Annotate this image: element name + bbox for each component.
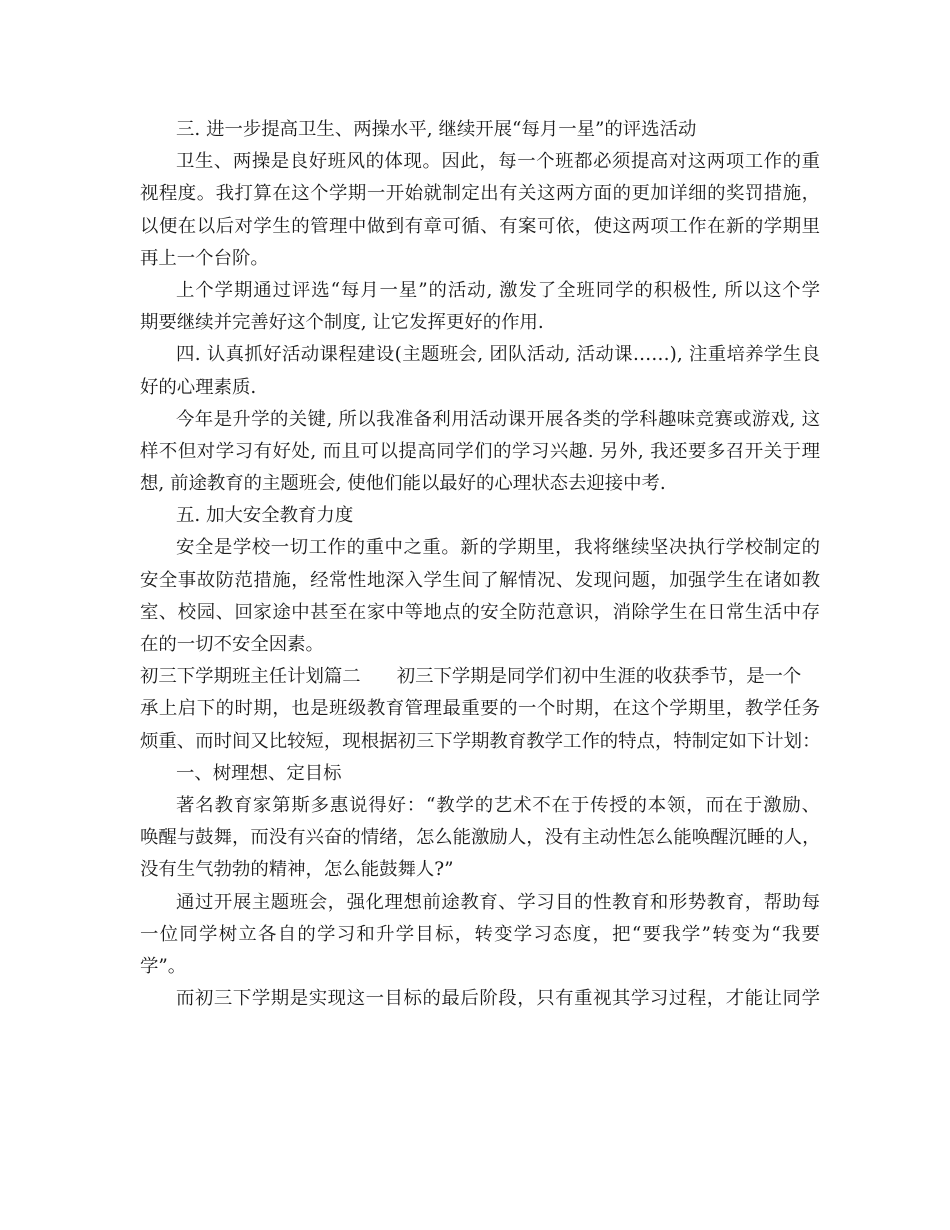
paragraph-text: 初三下学期是同学们初中生涯的收获季节，是一个 [396, 666, 802, 688]
paragraph-line: 视程度。我打算在这个学期一开始就制定出有关这两方面的更加详细的奖罚措施， [140, 183, 820, 205]
paragraph-line: 样不但对学习有好处, 而且可以提高同学们的学习兴趣. 另外, 我还要多召开关于理 [140, 440, 820, 462]
paragraph-line: 想, 前途教育的主题班会, 使他们能以最好的心理状态去迎接中考. [140, 473, 666, 495]
paragraph-line: 安全是学校一切工作的重中之重。新的学期里，我将继续坚决执行学校制定的 [176, 537, 820, 559]
document-page [140, 114, 820, 1015]
paragraph-line: 承上启下的时期，也是班级教育管理最重要的一个时期，在这个学期里，教学任务 [140, 698, 820, 720]
paragraph-line: 室、校园、回家途中甚至在家中等地点的安全防范意识，消除学生在日常生活中存 [140, 601, 820, 623]
paragraph-line: 烦重、而时间又比较短，现根据初三下学期教育教学工作的特点，特制定如下计划： [140, 730, 821, 752]
paragraph-line: 卫生、两操是良好班风的体现。因此，每一个班都必须提高对这两项工作的重 [176, 151, 820, 173]
section-title: 初三下学期班主任计划篇二 [140, 666, 361, 688]
paragraph-line: 著名教育家第斯多惠说得好：“教学的艺术不在于传授的本领，而在于激励、 [176, 794, 820, 816]
section-heading: 好的心理素质. [140, 376, 257, 398]
paragraph-line: 期要继续并完善好这个制度, 让它发挥更好的作用. [140, 312, 544, 334]
paragraph-line: 没有生气勃勃的精神，怎么能鼓舞人?” [140, 859, 454, 881]
paragraph-line: 今年是升学的关键, 所以我准备利用活动课开展各类的学科趣味竞赛或游戏, 这 [176, 408, 820, 430]
section-heading: 一、树理想、定目标 [176, 762, 342, 784]
paragraph-line: 再上一个台阶。 [140, 247, 269, 269]
paragraph-line: 学”。 [140, 955, 187, 977]
section-heading: 三. 进一步提高卫生、两操水平, 继续开展“每月一星”的评选活动 [176, 119, 697, 140]
paragraph-line: 唤醒与鼓舞，而没有兴奋的情绪，怎么能激励人，没有主动性怎么能唤醒沉睡的人， [140, 827, 821, 849]
paragraph-line: 上个学期通过评选“每月一星”的活动, 激发了全班同学的积极性, 所以这个学 [176, 279, 820, 301]
paragraph-line: 一位同学树立各自的学习和升学目标，转变学习态度，把“要我学”转变为“我要 [140, 923, 820, 945]
paragraph-line: 以便在以后对学生的管理中做到有章可循、有案可依，使这两项工作在新的学期里 [140, 215, 820, 237]
section-heading: 四. 认真抓好活动课程建设(主题班会, 团队活动, 活动课……), 注重培养学生良 [176, 344, 820, 366]
section-title-line [140, 661, 820, 693]
paragraph-line: 安全事故防范措施，经常性地深入学生间了解情况、发现问题，加强学生在诸如教 [140, 569, 820, 591]
section-heading: 五. 加大安全教育力度 [176, 505, 354, 527]
paragraph-line: 而初三下学期是实现这一目标的最后阶段，只有重视其学习过程，才能让同学 [176, 988, 820, 1010]
paragraph-line: 在的一切不安全因素。 [140, 634, 324, 655]
paragraph-line: 通过开展主题班会，强化理想前途教育、学习目的性教育和形势教育，帮助每 [176, 891, 820, 913]
